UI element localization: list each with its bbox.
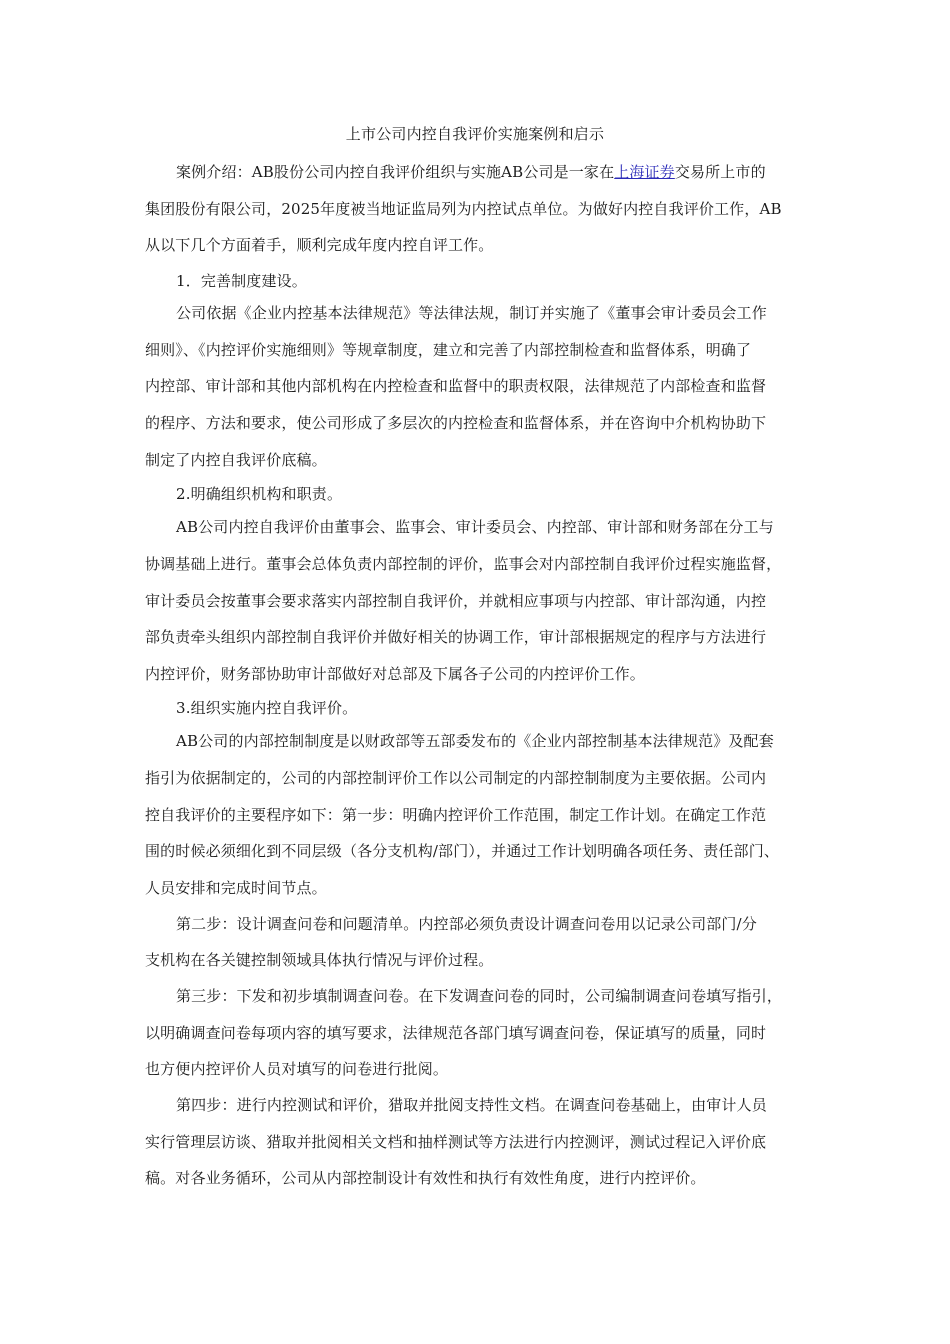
paragraph-line: AB公司的内部控制制度是以财政部等五部委发布的《企业内部控制基本法律规范》及配套 bbox=[176, 732, 774, 750]
section-heading-3: 3.组织实施内控自我评价。 bbox=[176, 699, 358, 717]
paragraph-text: 交易所上市的 bbox=[674, 163, 766, 181]
paragraph-line: 实行管理层访谈、猎取并批阅相关文档和抽样测试等方法进行内控测评，测试过程记入评价底 bbox=[145, 1133, 767, 1151]
paragraph-line: 部负责牵头组织内部控制自我评价并做好相关的协调工作，审计部根据规定的程序与方法进行 bbox=[145, 628, 767, 646]
paragraph-text: 案例介绍：AB股份公司内控自我评价组织与实施AB公司是一家在 bbox=[176, 163, 615, 181]
paragraph-line: 第三步：下发和初步填制调查问卷。在下发调查问卷的同时，公司编制调查问卷填写指引， bbox=[176, 987, 783, 1005]
paragraph-line: 集团股份有限公司，2025年度被当地证监局列为内控试点单位。为做好内控自我评价工作，AB bbox=[145, 200, 782, 218]
paragraph-line: 以明确调查问卷每项内容的填写要求，法律规范各部门填写调查问卷，保证填写的质量，同时 bbox=[145, 1024, 767, 1042]
paragraph-line: 的程序、方法和要求，使公司形成了多层次的内控检查和监督体系，并在咨询中介机构协助下 bbox=[145, 414, 767, 432]
paragraph-line: AB公司内控自我评价由董事会、监事会、审计委员会、内控部、审计部和财务部在分工与 bbox=[176, 518, 774, 536]
paragraph-line: 支机构在各关键控制领域具体执行情况与评价过程。 bbox=[145, 951, 494, 969]
paragraph-line: 第二步：设计调查问卷和问题清单。内控部必须负责设计调查问卷用以记录公司部门/分 bbox=[176, 915, 757, 933]
paragraph-line: 从以下几个方面着手，顺利完成年度内控自评工作。 bbox=[145, 236, 494, 254]
paragraph-line: 内控评价，财务部协助审计部做好对总部及下属各子公司的内控评价工作。 bbox=[145, 665, 645, 683]
paragraph-line: 稿。对各业务循环，公司从内部控制设计有效性和执行有效性角度，进行内控评价。 bbox=[145, 1169, 706, 1187]
paragraph-line: 公司依据《企业内控基本法律规范》等法律法规，制订并实施了《董事会审计委员会工作 bbox=[176, 304, 767, 322]
paragraph-line: 指引为依据制定的，公司的内部控制评价工作以公司制定的内部控制制度为主要依据。公司内 bbox=[145, 769, 767, 787]
document-title: 上市公司内控自我评价实施案例和启示 bbox=[345, 125, 605, 143]
paragraph-line: 内控部、审计部和其他内部机构在内控检查和监督中的职责权限，法律规范了内部检查和监督 bbox=[145, 377, 767, 395]
shanghai-securities-link[interactable]: 上海证券 bbox=[614, 163, 675, 181]
paragraph-line: 也方便内控评价人员对填写的问卷进行批阅。 bbox=[145, 1060, 449, 1078]
paragraph-line bbox=[176, 162, 856, 182]
paragraph-line: 制定了内控自我评价底稿。 bbox=[145, 451, 327, 469]
paragraph-line: 人员安排和完成时间节点。 bbox=[145, 879, 327, 897]
paragraph-line: 协调基础上进行。董事会总体负责内部控制的评价，监事会对内部控制自我评价过程实施监督， bbox=[145, 555, 782, 573]
paragraph-line: 审计委员会按董事会要求落实内部控制自我评价，并就相应事项与内控部、审计部沟通，内控 bbox=[145, 592, 767, 610]
section-heading-1: 1．完善制度建设。 bbox=[176, 272, 307, 290]
paragraph-line: 控自我评价的主要程序如下：第一步：明确内控评价工作范围，制定工作计划。在确定工作范 bbox=[145, 806, 767, 824]
paragraph-line: 第四步：进行内控测试和评价，猎取并批阅支持性文档。在调查问卷基础上，由审计人员 bbox=[176, 1096, 767, 1114]
paragraph-line: 细则》、《内控评价实施细则》等规章制度，建立和完善了内部控制检查和监督体系，明确了 bbox=[145, 341, 752, 359]
section-heading-2: 2.明确组织机构和职责。 bbox=[176, 485, 343, 503]
paragraph-line: 围的时候必须细化到不同层级（各分支机构/部门），并通过工作计划明确各项任务、责任部门、 bbox=[145, 842, 780, 860]
